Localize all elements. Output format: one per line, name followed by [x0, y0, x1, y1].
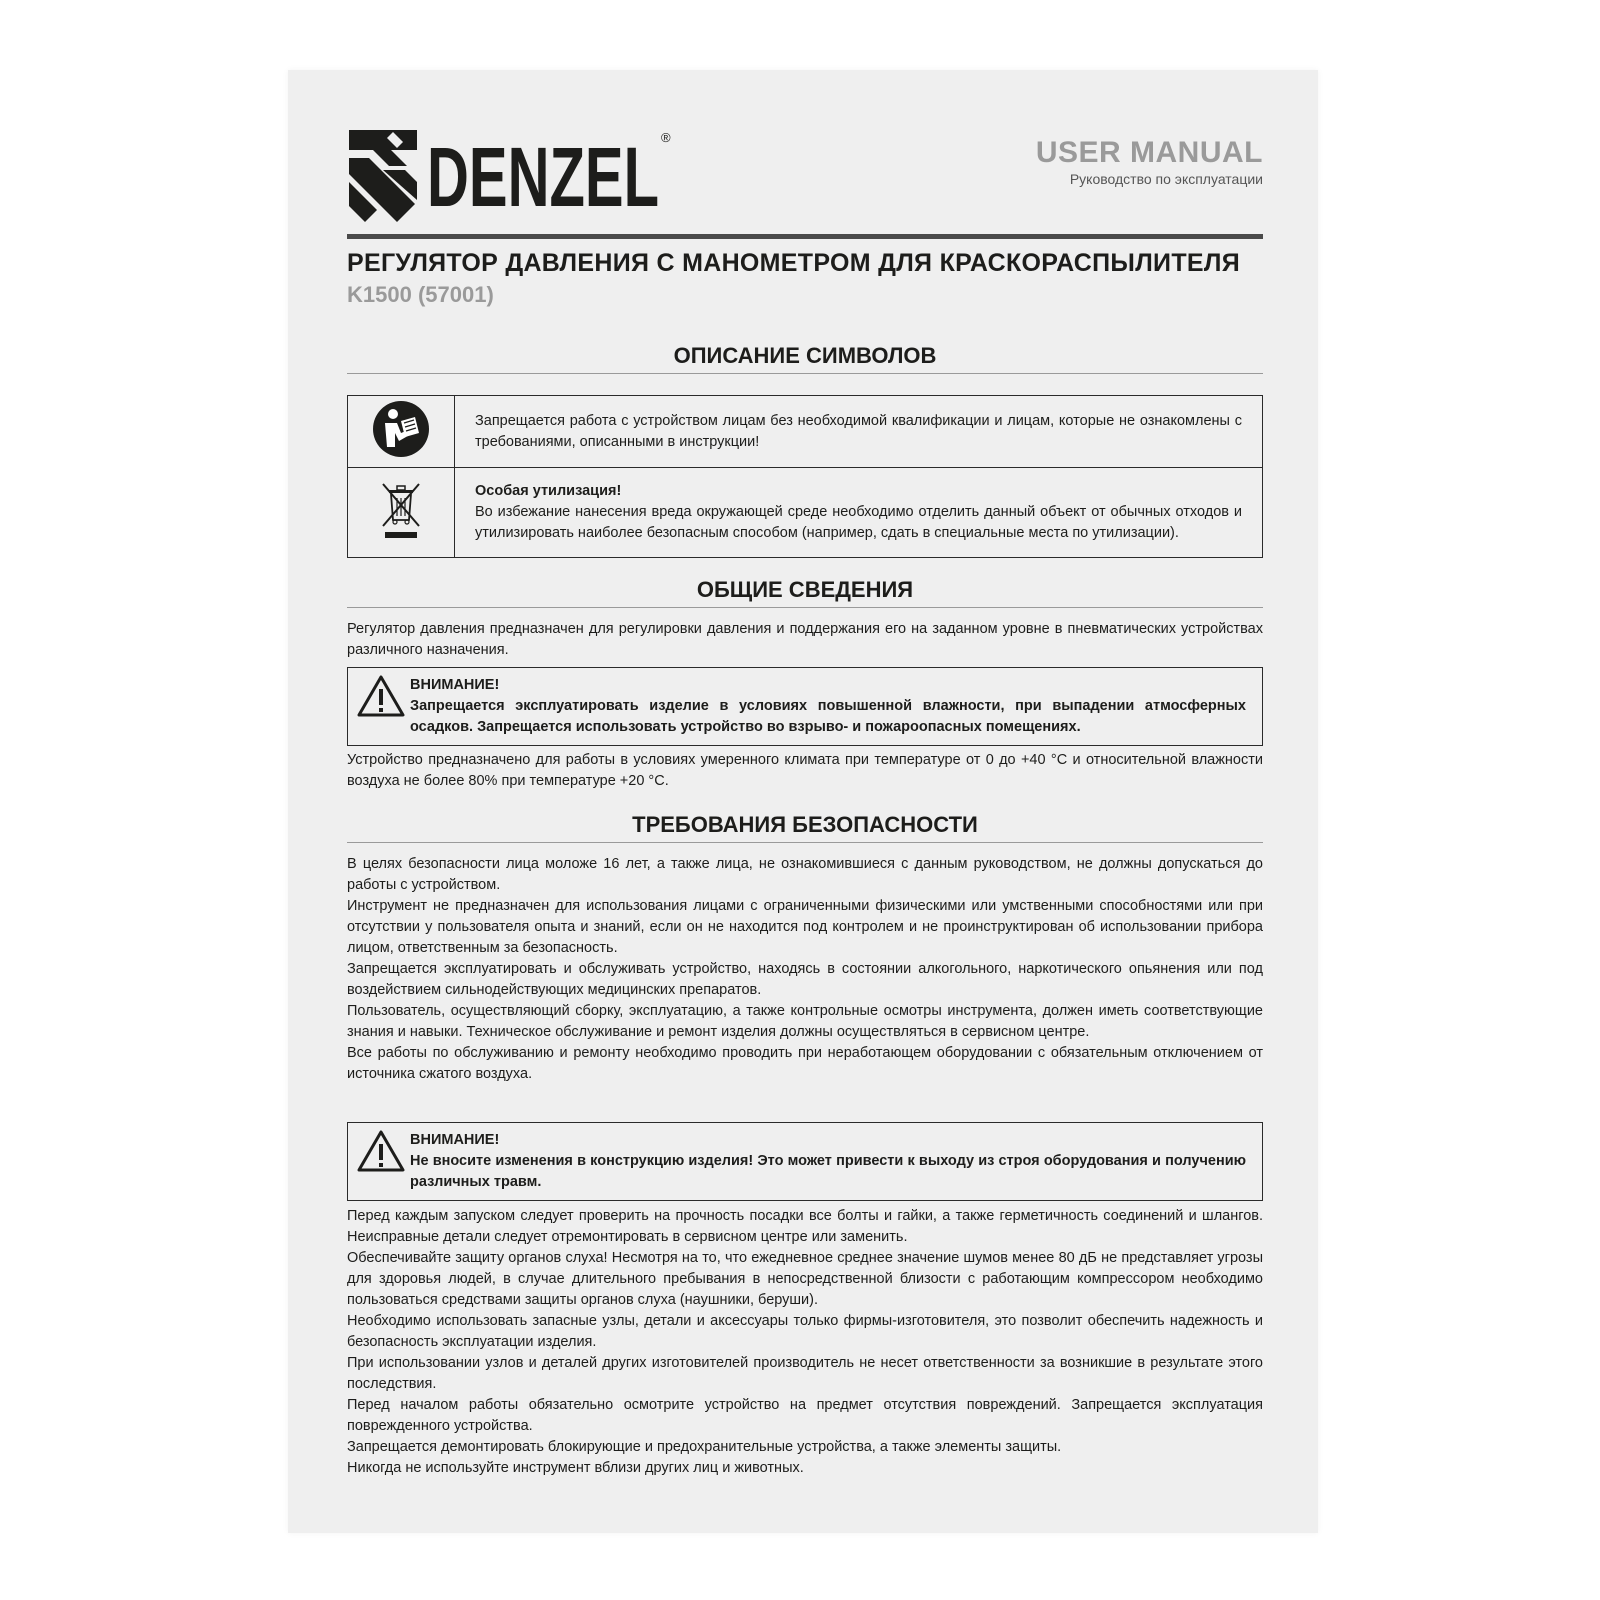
symbol-icon-cell [348, 396, 455, 468]
manual-title-en: USER MANUAL [1035, 136, 1263, 169]
symbol-text-cell [455, 396, 1263, 468]
section-heading-general: ОБЩИЕ СВЕДЕНИЯ [347, 577, 1263, 608]
warning-box-humidity [347, 667, 1263, 746]
brand-emblem-icon [349, 130, 417, 222]
paragraph: При использовании узлов и деталей других изготовителей производитель не несет ответственности за возникшие в результате этого последствия. [347, 1355, 1263, 1392]
paragraph: Все работы по обслуживанию и ремонту необходимо проводить при неработающем оборудовании с обязательным отключением от источника сжатого воздуха. [347, 1045, 1263, 1082]
paragraph: В целях безопасности лица моложе 16 лет, а также лица, не ознакомившиеся с данным руководством, не должны допускаться до работы с устройством. [347, 856, 1263, 893]
paragraph: Инструмент не предназначен для использования лицами с ограниченными физическими или умственными способностями или при отсутствии у пользователя опыта и знаний, если он не находится под контролем и не проинструктирован об использовании прибора лицом, ответственным за безопасность. [347, 898, 1263, 956]
brand-logo [347, 126, 677, 222]
section-heading-symbols: ОПИСАНИЕ СИМВОЛОВ [347, 343, 1263, 374]
paragraph: Устройство предназначено для работы в условиях умеренного климата при температуре от 0 до +40 °С и относительной влажности воздуха не более 80% при температуре +20 °С. [347, 752, 1263, 789]
symbols-table [347, 395, 1263, 558]
paragraph: Никогда не используйте инструмент вблизи других лиц и животных. [347, 1460, 804, 1476]
paragraph: Перед началом работы обязательно осмотрите устройство на предмет отсутствия повреждений. Запрещается эксплуатация поврежденного устройства. [347, 1397, 1263, 1434]
general-intro [347, 619, 1263, 661]
product-title: РЕГУЛЯТОР ДАВЛЕНИЯ С МАНОМЕТРОМ ДЛЯ КРАСКОРАСПЫЛИТЕЛЯ [347, 249, 1240, 277]
crossed-bin-icon [379, 480, 423, 540]
warning-box-modification [347, 1122, 1263, 1201]
header-divider [347, 234, 1263, 239]
symbol-row [348, 396, 1263, 468]
warning-title: ВНИМАНИЕ! [410, 1132, 500, 1148]
warning-title: ВНИМАНИЕ! [410, 677, 500, 693]
symbol-text-cell [455, 468, 1263, 558]
paragraph: Запрещается демонтировать блокирующие и предохранительные устройства, а также элементы защиты. [347, 1439, 1062, 1455]
warning-content [410, 668, 1262, 745]
brand-wordmark: DENZEL [427, 130, 659, 222]
manual-title-ru: Руководство по эксплуатации [1069, 171, 1263, 187]
symbol-description: Во избежание нанесения вреда окружающей среде необходимо отделить данный объект от обычных отходов и утилизировать наиболее безопасным способом (например, сдать в специальные места по утилизации). [475, 504, 1242, 541]
symbol-title: Особая утилизация! [475, 483, 622, 499]
symbol-row [348, 468, 1263, 558]
warning-triangle-icon [356, 1129, 406, 1173]
warning-text: Запрещается эксплуатировать изделие в условиях повышенной влажности, при выпадении атмосферных осадков. Запрещается использовать устройство во взрыво- и пожароопасных помещениях. [410, 698, 1246, 735]
warning-triangle-icon [356, 674, 406, 718]
manual-page [288, 70, 1318, 1533]
paragraph: Обеспечивайте защиту органов слуха! Несмотря на то, что ежедневное среднее значение шумов менее 80 дБ не представляет угрозы для здоровья людей, в случае длительного пребывания в непосредственной близости с работающим компрессором необходимо пользоваться средствами защиты органов слуха (наушники, беруши). [347, 1250, 1263, 1308]
safety-paragraphs-a [347, 854, 1263, 1085]
safety-paragraphs-b [347, 1206, 1263, 1479]
warning-content [410, 1123, 1262, 1200]
symbol-description: Запрещается работа с устройством лицам без необходимой квалификации и лицам, которые не ознакомлены с требованиями, описанными в инструкции! [475, 412, 1242, 450]
paragraph: Регулятор давления предназначен для регулировки давления и поддержания его на заданном уровне в пневматических устройствах различного назначения. [347, 621, 1263, 658]
registered-mark: ® [661, 130, 671, 145]
section-heading-safety: ТРЕБОВАНИЯ БЕЗОПАСНОСТИ [347, 812, 1263, 843]
paragraph: Перед каждым запуском следует проверить на прочность посадки все болты и гайки, а также герметичность соединений и шлангов. Неисправные детали следует отремонтировать в сервисном центре или заменить. [347, 1208, 1263, 1245]
product-model: K1500 (57001) [347, 282, 494, 307]
paragraph: Запрещается эксплуатировать и обслуживать устройство, находясь в состоянии алкогольного, наркотического опьянения или под воздействием сильнодействующих медицинских препаратов. [347, 961, 1263, 998]
read-manual-icon [371, 399, 431, 459]
manual-title [1036, 136, 1263, 188]
symbol-icon-cell [348, 468, 455, 558]
climate-conditions [347, 750, 1263, 792]
paragraph: Необходимо использовать запасные узлы, детали и аксессуары только фирмы-изготовителя, это позволит обеспечить надежность и безопасность эксплуатации изделия. [347, 1313, 1263, 1350]
paragraph: Пользователь, осуществляющий сборку, эксплуатацию, а также контрольные осмотры инструмента, должен иметь соответствующие знания и навыки. Техническое обслуживание и ремонт изделия должны осуществляться в сервисном центре. [347, 1003, 1263, 1040]
warning-text: Не вносите изменения в конструкцию изделия! Это может привести к выходу из строя оборудования и получению различных травм. [410, 1153, 1246, 1190]
